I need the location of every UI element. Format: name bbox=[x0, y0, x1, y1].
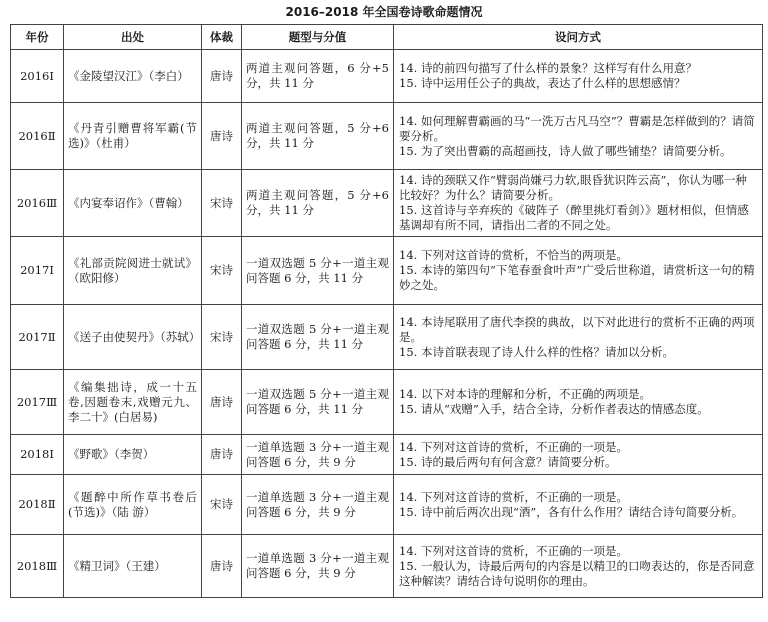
cell-year: 2018Ⅰ bbox=[11, 435, 64, 475]
cell-source: 《编集拙诗，成一十五卷,因题卷末,戏赠元九、李二十》(白居易) bbox=[64, 370, 202, 435]
cell-questions bbox=[394, 50, 763, 103]
table-row bbox=[11, 170, 763, 237]
cell-year: 2018Ⅱ bbox=[11, 475, 64, 535]
cell-year: 2018Ⅲ bbox=[11, 535, 64, 598]
table-row bbox=[11, 370, 763, 435]
cell-source: 《内宴奉诏作》（曹翰） bbox=[64, 170, 202, 237]
question-14: 14. 如何理解曹霸画的马“一洗万古凡马空”？曹霸是怎样做到的？请简要分析。 bbox=[399, 113, 755, 143]
cell-question-type: 一道双选题 5 分+一道主观问答题 6 分，共 11 分 bbox=[242, 237, 394, 305]
question-15: 15. 诗中运用任公子的典故，表达了什么样的思想感情？ bbox=[399, 76, 686, 90]
cell-question-type: 两道主观问答题，5 分+6 分，共 11 分 bbox=[242, 170, 394, 237]
header-genre: 体裁 bbox=[202, 25, 242, 50]
cell-source: 《送子由使契丹》（苏轼） bbox=[64, 305, 202, 370]
cell-genre: 宋诗 bbox=[202, 475, 242, 535]
cell-year: 2017Ⅱ bbox=[11, 305, 64, 370]
cell-year: 2016Ⅱ bbox=[11, 103, 64, 170]
header-question-type: 题型与分值 bbox=[242, 25, 394, 50]
cell-source: 《野歌》（李贺） bbox=[64, 435, 202, 475]
question-15: 15. 本诗首联表现了诗人什么样的性格？请加以分析。 bbox=[399, 344, 674, 359]
cell-genre: 唐诗 bbox=[202, 370, 242, 435]
cell-question-type: 一道单选题 3 分+一道主观问答题 6 分，共 9 分 bbox=[242, 475, 394, 535]
question-14: 14. 诗的前四句描写了什么样的景象？这样写有什么用意？ bbox=[399, 61, 697, 75]
cell-questions bbox=[394, 237, 763, 305]
cell-genre: 唐诗 bbox=[202, 535, 242, 598]
question-15: 15. 为了突出曹霸的高超画技，诗人做了哪些铺垫？请简要分析。 bbox=[399, 143, 732, 158]
cell-questions bbox=[394, 535, 763, 598]
cell-question-type: 一道单选题 3 分+一道主观问答题 6 分，共 9 分 bbox=[242, 535, 394, 598]
cell-source: 《丹青引赠曹将军霸(节选)》（杜甫） bbox=[64, 103, 202, 170]
header-question-method: 设问方式 bbox=[394, 25, 763, 50]
question-14: 14. 诗的颈联又作“臂弱尚嫌弓力软,眼昏犹识阵云高”，你认为哪一种比较好？为什么？请简要分析。 bbox=[399, 173, 747, 202]
cell-source: 《精卫词》（王建） bbox=[64, 535, 202, 598]
cell-year: 2016Ⅲ bbox=[11, 170, 64, 237]
question-14: 14. 下列对这首诗的赏析，不恰当的两项是。 bbox=[399, 248, 628, 262]
table-row bbox=[11, 535, 763, 598]
question-15: 15. 诗中前后两次出现“酒”，各有什么作用？请结合诗句简要分析。 bbox=[399, 504, 744, 519]
cell-questions bbox=[394, 370, 763, 435]
table-row bbox=[11, 103, 763, 170]
cell-questions bbox=[394, 103, 763, 170]
question-14: 14. 下列对这首诗的赏析，不正确的一项是。 bbox=[399, 439, 628, 454]
cell-genre: 唐诗 bbox=[202, 103, 242, 170]
exam-poetry-table bbox=[10, 24, 763, 598]
header-source: 出处 bbox=[64, 25, 202, 50]
cell-genre: 唐诗 bbox=[202, 435, 242, 475]
table-row bbox=[11, 237, 763, 305]
question-15: 15. 请从“戏赠”入手，结合全诗，分析作者表达的情感态度。 bbox=[399, 402, 709, 416]
table-row bbox=[11, 305, 763, 370]
question-15: 15. 一般认为，诗最后两句的内容是以精卫的口吻表达的，你是否同意这种解读？请结合诗句说明你的理由。 bbox=[399, 558, 755, 588]
cell-year: 2017Ⅰ bbox=[11, 237, 64, 305]
cell-questions bbox=[394, 170, 763, 237]
cell-source: 《礼部贡院阅进士就试》（欧阳修） bbox=[64, 237, 202, 305]
cell-genre: 宋诗 bbox=[202, 305, 242, 370]
question-14: 14. 本诗尾联用了唐代李揆的典故，以下对此进行的赏析不正确的两项是。 bbox=[399, 314, 755, 344]
table-row bbox=[11, 50, 763, 103]
cell-genre: 唐诗 bbox=[202, 50, 242, 103]
question-14: 14. 下列对这首诗的赏析，不正确的一项是。 bbox=[399, 489, 628, 504]
cell-question-type: 两道主观问答题，5 分+6 分，共 11 分 bbox=[242, 103, 394, 170]
cell-question-type: 一道双选题 5 分+一道主观问答题 6 分，共 11 分 bbox=[242, 370, 394, 435]
table-row bbox=[11, 435, 763, 475]
cell-year: 2016Ⅰ bbox=[11, 50, 64, 103]
cell-questions bbox=[394, 435, 763, 475]
question-14: 14. 以下对本诗的理解和分析，不正确的两项是。 bbox=[399, 387, 651, 401]
cell-question-type: 两道主观问答题，6 分+5 分，共 11 分 bbox=[242, 50, 394, 103]
header-row bbox=[11, 25, 763, 50]
table-title: 2016–2018 年全国卷诗歌命题情况 bbox=[285, 5, 483, 19]
question-15: 15. 这首诗与辛弃疾的《破阵子（醉里挑灯看剑）》题材相似，但情感基调却有所不同，请指出二者的不同之处。 bbox=[399, 203, 749, 232]
cell-genre: 宋诗 bbox=[202, 237, 242, 305]
cell-source: 《题醉中所作草书卷后(节选)》（陆 游） bbox=[64, 475, 202, 535]
header-year: 年份 bbox=[11, 25, 64, 50]
cell-question-type: 一道双选题 5 分+一道主观问答题 6 分，共 11 分 bbox=[242, 305, 394, 370]
cell-questions bbox=[394, 305, 763, 370]
cell-source: 《金陵望汉江》（李白） bbox=[64, 50, 202, 103]
cell-genre: 宋诗 bbox=[202, 170, 242, 237]
cell-questions bbox=[394, 475, 763, 535]
cell-year: 2017Ⅲ bbox=[11, 370, 64, 435]
question-15: 15. 诗的最后两句有何含意？请简要分析。 bbox=[399, 454, 617, 469]
table-row bbox=[11, 475, 763, 535]
cell-question-type: 一道单选题 3 分+一道主观问答题 6 分，共 9 分 bbox=[242, 435, 394, 475]
question-15: 15. 本诗的第四句“下笔春蚕食叶声”广受后世称道，请赏析这一句的精妙之处。 bbox=[399, 263, 755, 292]
question-14: 14. 下列对这首诗的赏析，不正确的一项是。 bbox=[399, 543, 628, 558]
